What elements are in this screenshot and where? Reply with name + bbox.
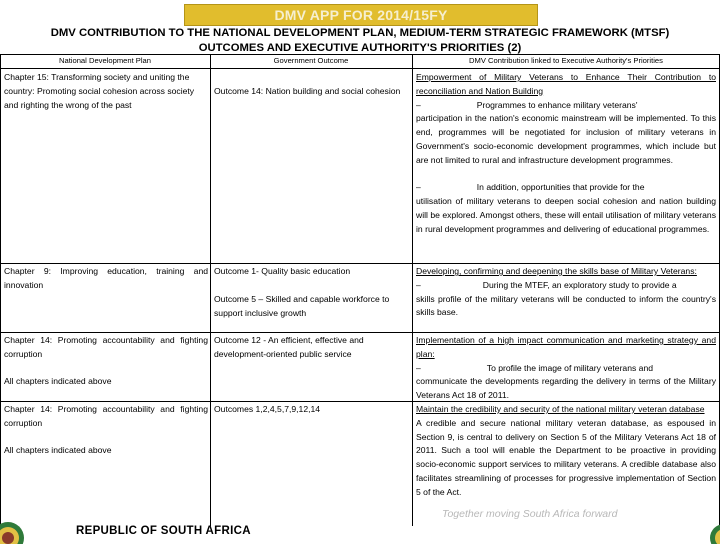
- row1-dmv-para1: participation in the nation's economic mainstream will be implemented. To this end, programmes will be negotiated for inclusion of military veterans in Government's socio-economic development programmes, which include but are not limited to rural and infrastructure development programmes.: [416, 113, 716, 165]
- row2-dmv-heading: Developing, confirming and deepening the skills base of Military Veterans:: [416, 266, 697, 276]
- row4-outcome-cell: Outcomes 1,2,4,5,7,9,12,14: [214, 404, 321, 414]
- row2-dmv-lead-text: During the MTEF, an exploratory study to provide a: [482, 279, 677, 290]
- row3-outcome-cell: Outcome 12 - An efficient, effective and development-oriented public service: [214, 335, 364, 359]
- row3-dmv-cell: [416, 334, 716, 403]
- row4-ndp-note: All chapters indicated above: [4, 445, 112, 455]
- row2-ndp-cell: Chapter 9: Improving education, training and innovation: [4, 266, 208, 290]
- column-header-outcome: Government Outcome: [273, 56, 349, 65]
- emblem-icon: [700, 510, 720, 544]
- row4-dmv-heading: Maintain the credibility and security of the national military veteran database: [416, 404, 705, 414]
- footer-slogan: Together moving South Africa forward: [442, 508, 618, 520]
- row4-dmv-text: A credible and secure national military veteran database, as espoused in Section 9, is central to delivery on Section 5 of the Military Veterans Act 18 of 2011. Such a tool will enable the Department to be proactive in providing socio-economic support services to military veterans. A credible database also facilitates streamlining of processes for progressive implementation of Section 5 of the Act.: [416, 417, 716, 497]
- row1-dmv-cell: [416, 71, 716, 237]
- dash-marker: –: [416, 99, 421, 110]
- row3-dmv-lead-text: To profile the image of military veterans and: [486, 362, 654, 373]
- dash-marker: –: [416, 362, 421, 373]
- row2-dmv-cell: [416, 265, 716, 320]
- page-title-line-2: OUTCOMES AND EXECUTIVE AUTHORITY'S PRIORITIES (2): [198, 42, 522, 54]
- row2-dmv-lead: [416, 279, 716, 293]
- coat-of-arms-icon: [0, 510, 40, 544]
- page-title: [0, 26, 720, 56]
- row2-outcome-b: Outcome 5 – Skilled and capable workforce to support inclusive growth: [214, 294, 390, 318]
- row4-dmv-cell: [416, 403, 716, 500]
- spacer: [416, 168, 716, 182]
- row1-outcome-cell: Outcome 14: Nation building and social cohesion: [214, 86, 401, 96]
- dash-marker: –: [416, 279, 421, 290]
- row1-dmv-para1-lead-text: Programmes to enhance military veterans': [476, 99, 638, 110]
- header-divider: [0, 68, 720, 69]
- row1-dmv-heading: Empowerment of Military Veterans to Enhance Their Contribution to reconciliation and Nation Building: [416, 72, 716, 96]
- row1-dmv-para2-lead-text: In addition, opportunities that provide for the: [476, 182, 645, 193]
- row3-ndp-note: All chapters indicated above: [4, 376, 112, 386]
- row1-dmv-para2-lead: [416, 181, 716, 195]
- row3-dmv-lead: [416, 362, 716, 376]
- row3-dmv-text: communicate the developments regarding the delivery in terms of the Military Veterans Act 18 of 2011.: [416, 376, 716, 401]
- row3-dmv-heading: Implementation of a high impact communication and marketing strategy and plan:: [416, 335, 716, 359]
- footer-country: REPUBLIC OF SOUTH AFRICA: [76, 525, 251, 537]
- row4-ndp-cell: Chapter 14: Promoting accountability and fighting corruption: [4, 404, 208, 428]
- column-header-ndp: National Development Plan: [58, 56, 152, 65]
- page-title-line-1: DMV CONTRIBUTION TO THE NATIONAL DEVELOPMENT PLAN, MEDIUM-TERM STRATEGIC FRAMEWORK (MTSF): [50, 27, 670, 39]
- row2-dmv-text: skills profile of the military veterans will be conducted to inform the country's skills base.: [416, 293, 716, 318]
- row1-ndp-cell: Chapter 15: Transforming society and uniting the country: Promoting social cohesion across society and righting the wrong of the past: [4, 72, 195, 110]
- column-divider-1: [210, 54, 211, 526]
- row2-outcome-a: Outcome 1- Quality basic education: [214, 266, 351, 276]
- dash-marker: –: [416, 182, 421, 193]
- table-left-border: [0, 54, 1, 526]
- table-top-border: [0, 54, 720, 55]
- row-divider-2: [0, 332, 720, 333]
- column-divider-2: [412, 54, 413, 526]
- row-divider-1: [0, 263, 720, 264]
- column-header-dmv: DMV Contribution linked to Executive Authority's Priorities: [469, 56, 663, 65]
- row1-dmv-para1-lead: [416, 99, 716, 113]
- title-banner: [184, 4, 538, 26]
- row3-ndp-cell: Chapter 14: Promoting accountability and fighting corruption: [4, 335, 208, 359]
- banner-text: DMV APP FOR 2014/15FY: [274, 7, 448, 23]
- row1-dmv-para2: utilisation of military veterans to deepen social cohesion and nation building will be explored. Amongst others, these will entail utilisation of military veterans in rural development programmes and delivering of educational programmes.: [416, 196, 716, 234]
